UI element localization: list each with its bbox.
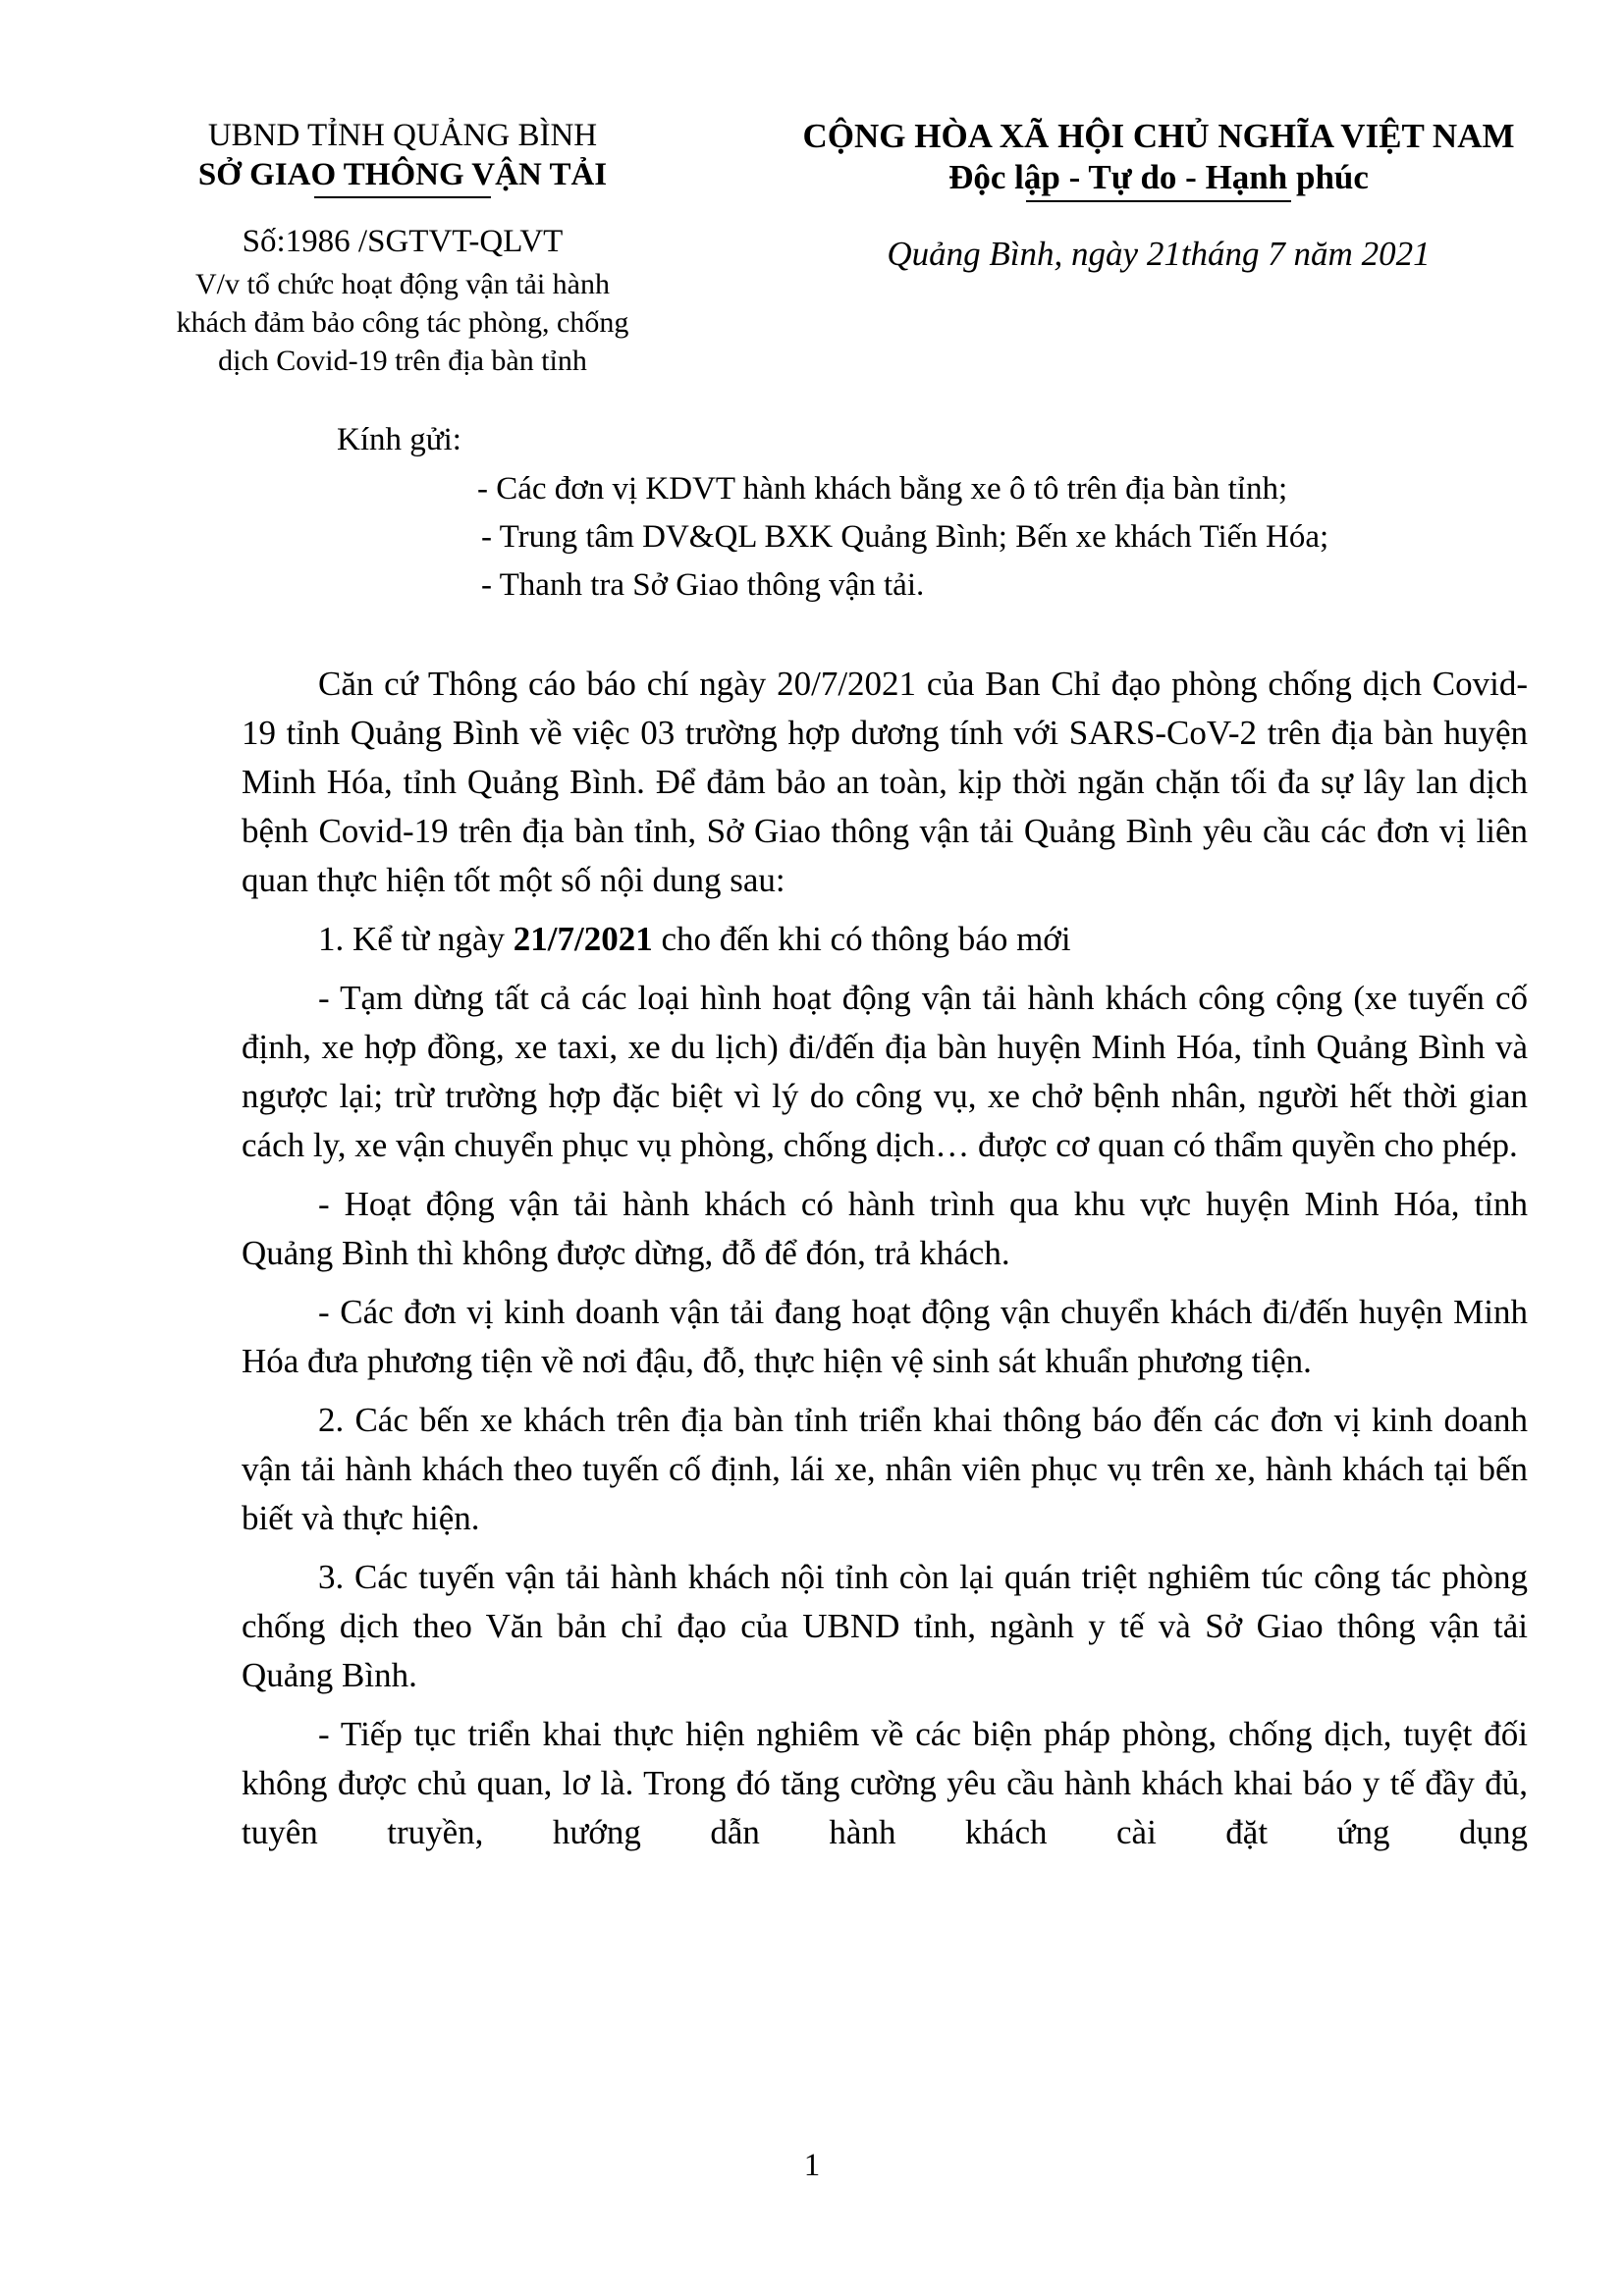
page-number: 1 [803,2148,821,2183]
item-1b-paragraph: - Hoạt động vận tải hành khách có hành trình qua khu vực huyện Minh Hóa, tỉnh Quảng Bình thì không được dừng, đỗ để đón, trả khách. [242,1185,1528,1272]
subject-line: dịch Covid-19 trên địa bàn tỉnh [218,345,587,377]
national-motto: Độc lập - Tự do - Hạnh phúc [948,158,1369,196]
agency-underline [314,196,491,198]
recipient-item: - Các đơn vị KDVT hành khách bằng xe ô tô trên địa bàn tỉnh; [477,471,1288,507]
item-1-suffix: cho đến khi có thông báo mới [652,920,1071,958]
subject-line: V/v tổ chức hoạt động vận tải hành [195,268,610,300]
national-header-block [766,116,1551,275]
document-number: Số:1986 /SGTVT-QLVT [242,224,564,259]
recipient-item: - Trung tâm DV&QL BXK Quảng Bình; Bến xe khách Tiến Hóa; [481,519,1329,555]
issuing-agency-block [167,116,638,380]
item-1-date: 21/7/2021 [513,920,653,958]
item-2-paragraph: 2. Các bến xe khách trên địa bàn tỉnh triển khai thông báo đến các đơn vị kinh doanh vận tải hành khách theo tuyến cố định, lái xe, nhân viên phục vụ trên xe, hành khách tại bến biết và thực hiện. [242,1401,1528,1537]
item-1-prefix: 1. Kể từ ngày [318,920,514,958]
motto-underline [1026,200,1291,202]
intro-paragraph: Căn cứ Thông cáo báo chí ngày 20/7/2021 của Ban Chỉ đạo phòng chống dịch Covid-19 tỉnh Quảng Bình về việc 03 trường hợp dương tính với SARS-CoV-2 trên địa bàn huyện Minh Hóa, tỉnh Quảng Bình. Để đảm bảo an toàn, kịp thời ngăn chặn tối đa sự lây lan dịch bệnh Covid-19 trên địa bàn tỉnh, Sở Giao thông vận tải Quảng Bình yêu cầu các đơn vị liên quan thực hiện tốt một số nội dung sau: [242,665,1528,899]
nation-title: CỘNG HÒA XÃ HỘI CHỦ NGHĨA VIỆT NAM [802,117,1515,155]
item-3a-paragraph: - Tiếp tục triển khai thực hiện nghiêm về các biện pháp phòng, chống dịch, tuyệt đối không được chủ quan, lơ là. Trong đó tăng cường yêu cầu hành khách khai báo y tế đầy đủ, tuyên truyền, hướng dẫn hành khách cài đặt ứng dụng [242,1715,1528,1851]
subject-line: khách đảm bảo công tác phòng, chống [176,306,629,339]
place-date: Quảng Bình, ngày 21tháng 7 năm 2021 [887,235,1431,273]
item-3-paragraph: 3. Các tuyến vận tải hành khách nội tỉnh còn lại quán triệt nghiêm túc công tác phòng chống dịch theo Văn bản chỉ đạo của UBND tỉnh, ngành y tế và Sở Giao thông vận tải Quảng Bình. [242,1558,1528,1694]
item-1c-paragraph: - Các đơn vị kinh doanh vận tải đang hoạt động vận chuyển khách đi/đến huyện Minh Hóa đưa phương tiện về nơi đậu, đỗ, thực hiện vệ sinh sát khuẩn phương tiện. [242,1293,1528,1380]
agency-name: SỞ GIAO THÔNG VẬN TẢI [197,157,608,192]
recipient-item: - Thanh tra Sở Giao thông vận tải. [481,567,925,603]
item-1a-paragraph: - Tạm dừng tất cả các loại hình hoạt động vận tải hành khách công cộng (xe tuyến cố định, xe hợp đồng, xe taxi, xe du lịch) đi/đến địa bàn huyện Minh Hóa, tỉnh Quảng Bình và ngược lại; trừ trường hợp đặc biệt vì lý do công vụ, xe chở bệnh nhân, người hết thời gian cách ly, xe vận chuyển phục vụ phòng, chống dịch… được cơ quan có thẩm quyền cho phép. [242,979,1528,1164]
document-body [242,660,1528,1867]
recipients-label: Kính gửi: [337,422,461,457]
recipients-list [477,465,1328,610]
item-1-heading [242,915,1528,964]
document-subject [167,265,638,380]
agency-parent: UBND TỈNH QUẢNG BÌNH [207,118,598,153]
